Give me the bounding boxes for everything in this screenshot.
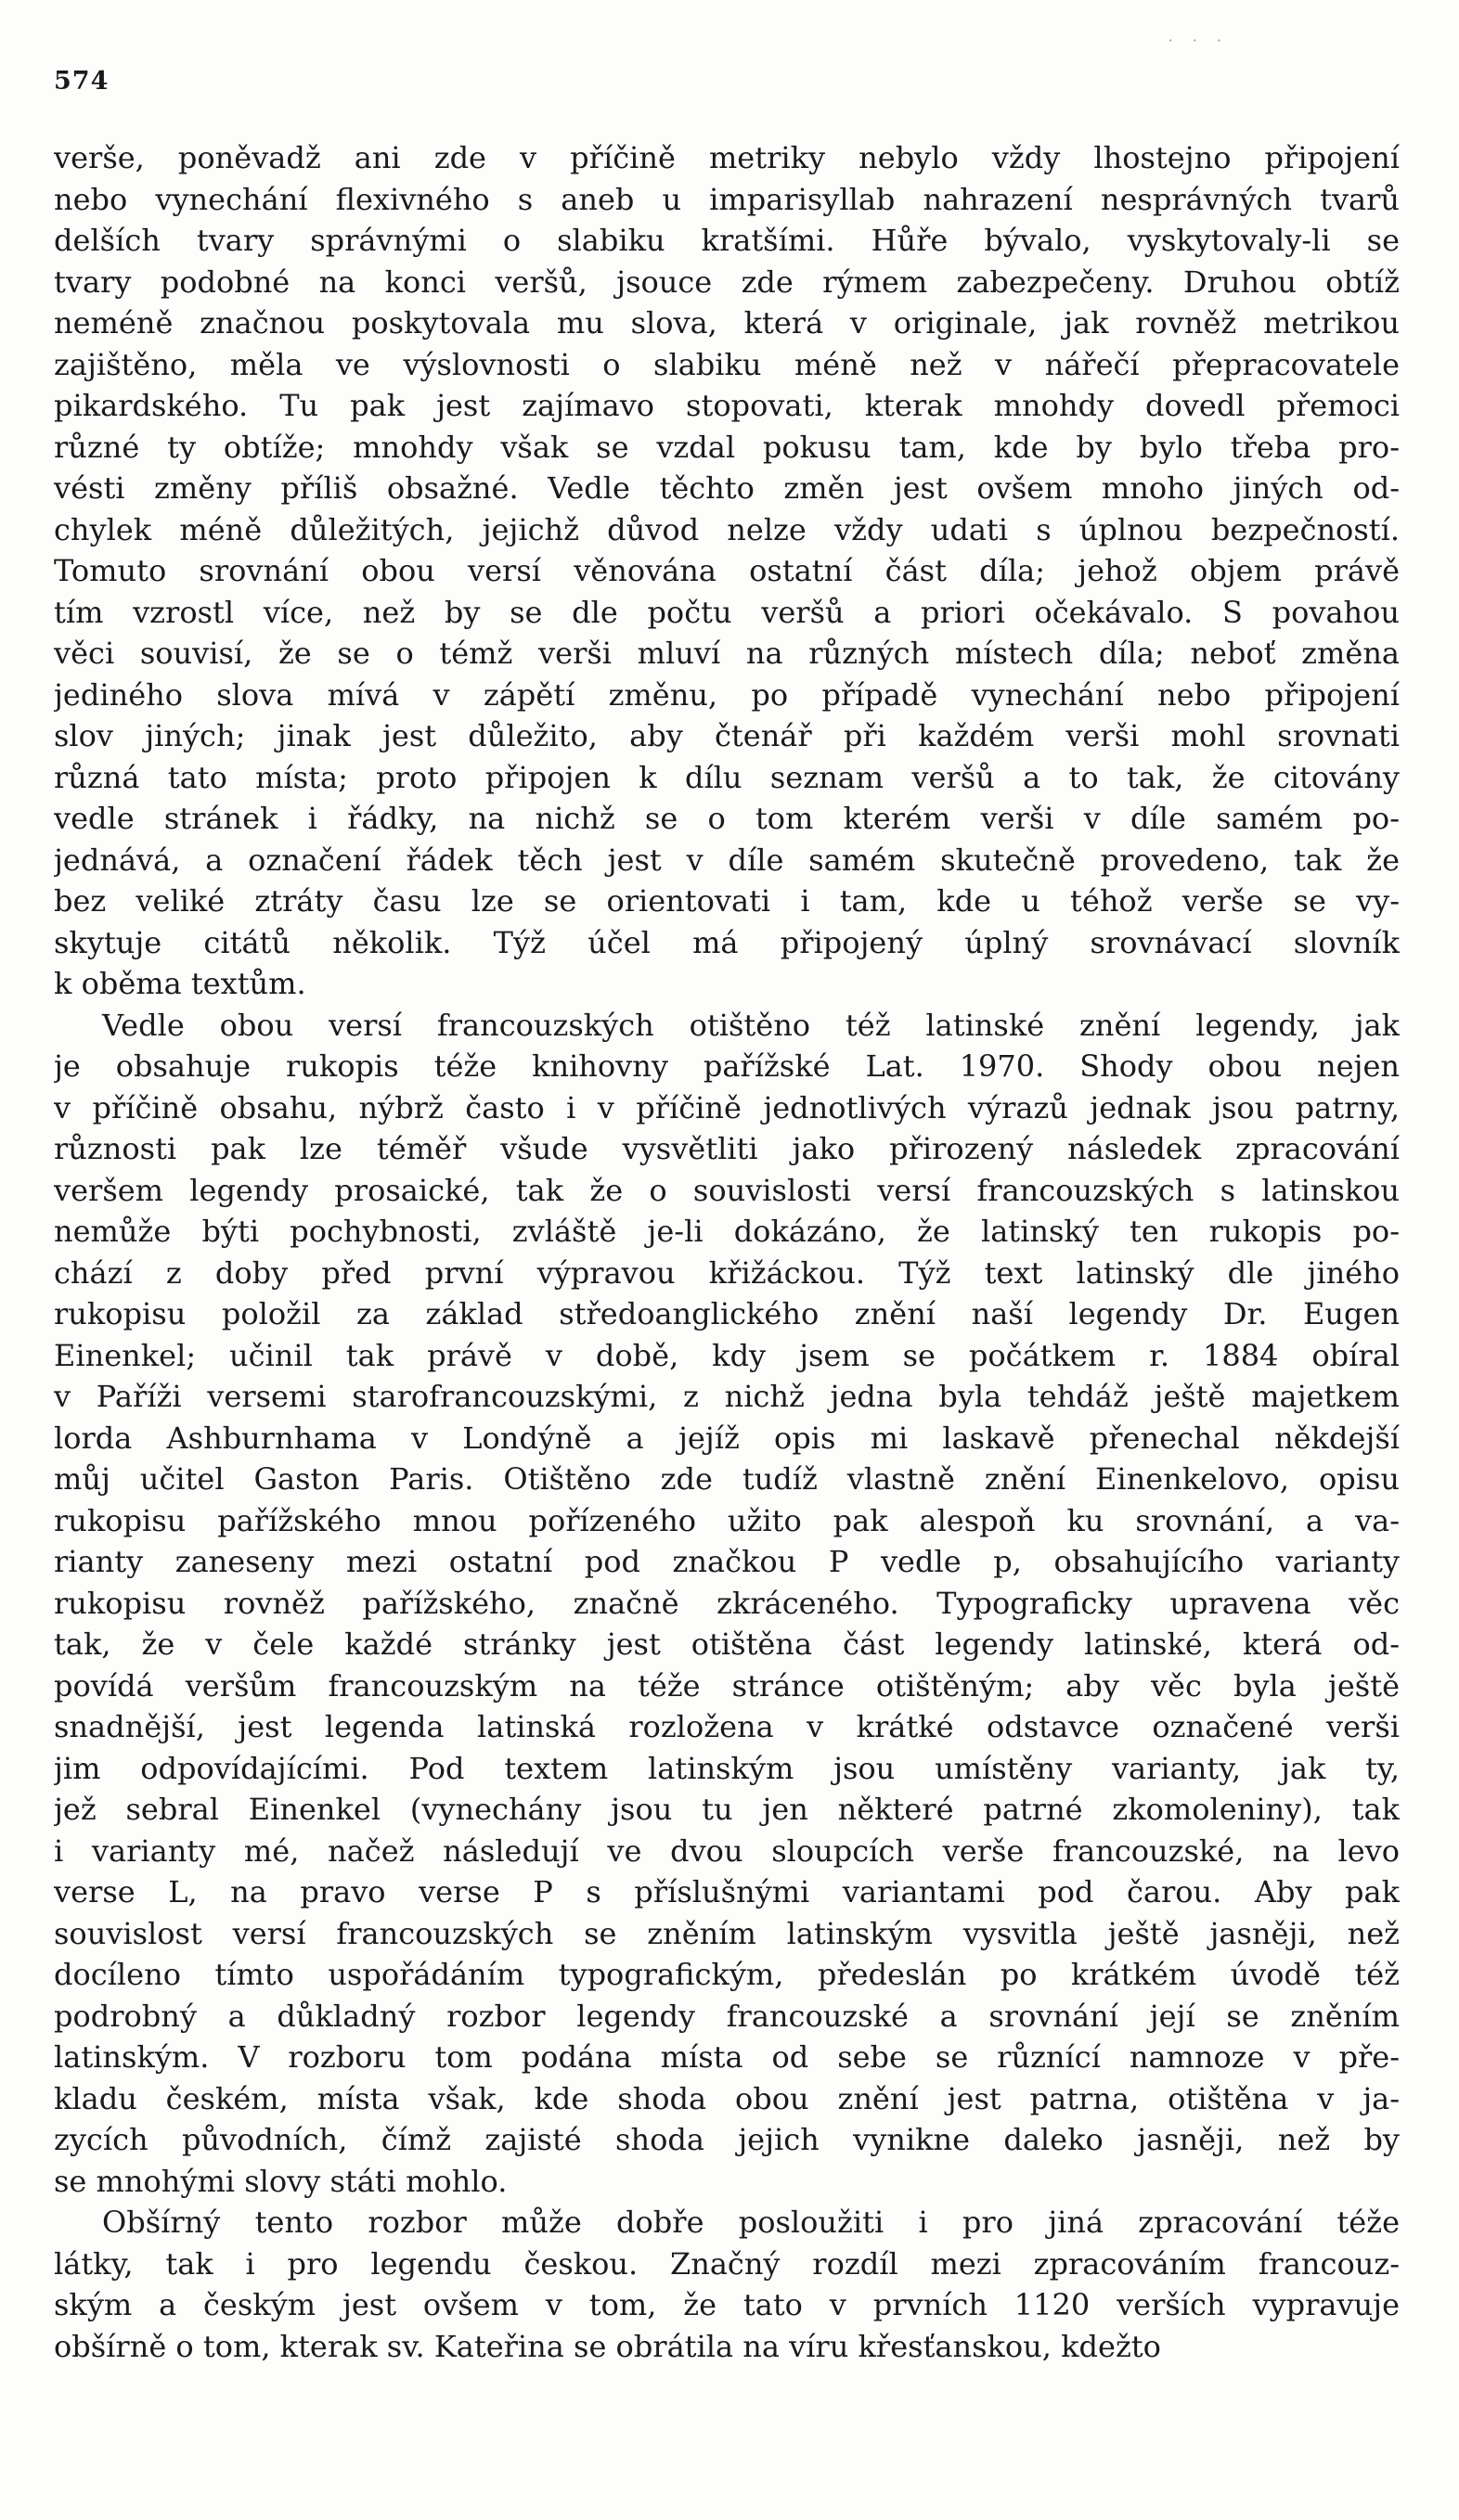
text-line: povídá veršům francouzským na téže stránce otištěným; aby věc byla ještě (54, 1667, 1400, 1704)
text-line: slov jiných; jinak jest důležito, aby čtenář při každém verši mohl srovnati (54, 718, 1400, 753)
text-line: obšírně o tom, kterak sv. Kateřina se obrátila na víru křesťanskou, kdežto (54, 2328, 1161, 2364)
text-line: docíleno tímto uspořádáním typografickým, předeslán po krátkém úvodě též (54, 1957, 1400, 1992)
body-text (54, 137, 1400, 2367)
text-line: k oběma textům. (54, 966, 306, 1001)
text-line: tak, že v čele každé stránky jest otištěna část legendy latinské, která od- (54, 1626, 1400, 1662)
text-line: verse L, na pravo verse P s příslušnými variantami pod čarou. Aby pak (54, 1874, 1400, 1909)
text-line: různá tato místa; proto připojen k dílu seznam veršů a to tak, že citovány (54, 759, 1400, 795)
text-line: snadnější, jest legenda latinská rozložena v krátké odstavce označené verši (54, 1709, 1400, 1744)
text-line: kladu českém, místa však, kde shoda obou znění jest patrna, otištěna v ja- (54, 2080, 1400, 2116)
text-line: chází z doby před první výpravou křižáckou. Týž text latinský dle jiného (54, 1254, 1400, 1291)
text-line: rukopisu položil za základ středoanglického znění naší legendy Dr. Eugen (54, 1296, 1400, 1331)
text-line: jednává, a označení řádek těch jest v díle samém skutečně provedeno, tak že (54, 842, 1400, 878)
text-line: Vedle obou versí francouzských otištěno též latinské znění legendy, jak (102, 1007, 1400, 1043)
text-line: chylek méně důležitých, jejichž důvod nelze vždy udati s úplnou bezpečností. (54, 511, 1400, 547)
paragraph (54, 2202, 1400, 2367)
paragraph (54, 1005, 1400, 2203)
text-line: jim odpovídajícími. Pod textem latinským jsou umístěny varianty, jak ty, (54, 1750, 1400, 1786)
text-line: i varianty mé, načež následují ve dvou sloupcích verše francouzské, na levo (54, 1832, 1400, 1869)
text-line: nebo vynechání flexivného s aneb u imparisyllab nahrazení nesprávných tvarů (54, 181, 1400, 217)
text-line: je obsahuje rukopis téže knihovny pařížské Lat. 1970. Shody obou nejen (54, 1048, 1400, 1084)
text-line: vésti změny příliš obsažné. Vedle těchto změn jest ovšem mnoho jiných od- (54, 470, 1400, 506)
text-line: různé ty obtíže; mnohdy však se vzdal pokusu tam, kde by bylo třeba pro- (54, 429, 1400, 465)
text-line: vedle stránek i řádky, na nichž se o tom kterém verši v díle samém po- (54, 801, 1400, 836)
text-line: zajištěno, měla ve výslovnosti o slabiku méně než v nářečí přepracovatele (54, 346, 1400, 382)
text-line: se mnohými slovy státi mohlo. (54, 2163, 508, 2199)
text-line: v příčině obsahu, nýbrž často i v příčině jednotlivých výrazů jednak jsou patrny, (54, 1089, 1400, 1125)
text-line: tvary podobné na konci veršů, jsouce zde rýmem zabezpečeny. Druhou obtíž (54, 264, 1400, 300)
text-line: skytuje citátů několik. Týž účel má připojený úplný srovnávací slovník (54, 924, 1400, 960)
text-line: latinským. V rozboru tom podána místa od sebe se různící namnoze v pře- (54, 2039, 1400, 2075)
text-line: látky, tak i pro legendu českou. Značný rozdíl mezi zpracováním francouz- (54, 2245, 1400, 2282)
text-line: nemůže býti pochybnosti, zvláště je-li dokázáno, že latinský ten rukopis po- (54, 1214, 1400, 1249)
corner-marks: · · · (1168, 32, 1229, 49)
text-line: Einenkel; učinil tak právě v době, kdy jsem se počátkem r. 1884 obíral (54, 1337, 1400, 1373)
text-line: můj učitel Gaston Paris. Otištěno zde tudíž vlastně znění Einenkelovo, opisu (54, 1461, 1400, 1497)
text-line: souvislost versí francouzských se zněním latinským vysvitla ještě jasněji, než (54, 1915, 1400, 1951)
text-line: zycích původních, čímž zajisté shoda jejich vynikne daleko jasněji, než by (54, 2122, 1400, 2157)
text-line: bez veliké ztráty času lze se orientovati i tam, kde u téhož verše se vy- (54, 883, 1400, 919)
text-line: rianty zaneseny mezi ostatní pod značkou P vedle p, obsahujícího varianty (54, 1544, 1400, 1579)
page-number: 574 (54, 67, 110, 96)
text-line: pikardského. Tu pak jest zajímavo stopovati, kterak mnohdy dovedl přemoci (54, 388, 1400, 423)
text-line: veršem legendy prosaické, tak že o souvislosti versí francouzských s latinskou (54, 1172, 1400, 1208)
text-line: podrobný a důkladný rozbor legendy francouzské a srovnání její se zněním (54, 1998, 1400, 2034)
paragraph (54, 137, 1400, 1005)
text-line: věci souvisí, že se o témž verši mluví na různých místech díla; neboť změna (54, 636, 1400, 671)
text-line: delších tvary správnými o slabiku kratšími. Hůře bývalo, vyskytovaly-li se (54, 223, 1400, 258)
text-line: Tomuto srovnání obou versí věnována ostatní část díla; jehož objem právě (54, 553, 1400, 588)
text-line: rukopisu rovněž pařížského, značně zkráceného. Typograficky upravena věc (54, 1585, 1400, 1621)
text-line: verše, poněvadž ani zde v příčině metriky nebylo vždy lhostejno připojení (54, 140, 1400, 175)
text-line: rukopisu pařížského mnou pořízeného užito pak alespoň ku srovnání, a va- (54, 1502, 1400, 1538)
text-line: lorda Ashburnhama v Londýně a jejíž opis mi laskavě přenechal někdejší (54, 1420, 1400, 1456)
text-line: Obšírný tento rozbor může dobře posloužiti i pro jiná zpracování téže (102, 2205, 1400, 2240)
text-line: jediného slova mívá v zápětí změnu, po případě vynechání nebo připojení (54, 676, 1400, 713)
text-line: ským a českým jest ovšem v tom, že tato v prvních 1120 verších vypravuje (54, 2287, 1400, 2322)
text-line: v Paříži versemi starofrancouzskými, z nichž jedna byla tehdáž ještě majetkem (54, 1379, 1400, 1414)
text-line: různosti pak lze téměř všude vysvětliti jako přirozený následek zpracování (54, 1131, 1400, 1166)
text-line: neméně značnou poskytovala mu slova, která v originale, jak rovněž metrikou (54, 305, 1400, 341)
text-line: tím vzrostl více, než by se dle počtu veršů a priori očekávalo. S povahou (54, 594, 1400, 630)
text-line: jež sebral Einenkel (vynechány jsou tu jen některé patrné zkomoleniny), tak (54, 1792, 1400, 1827)
